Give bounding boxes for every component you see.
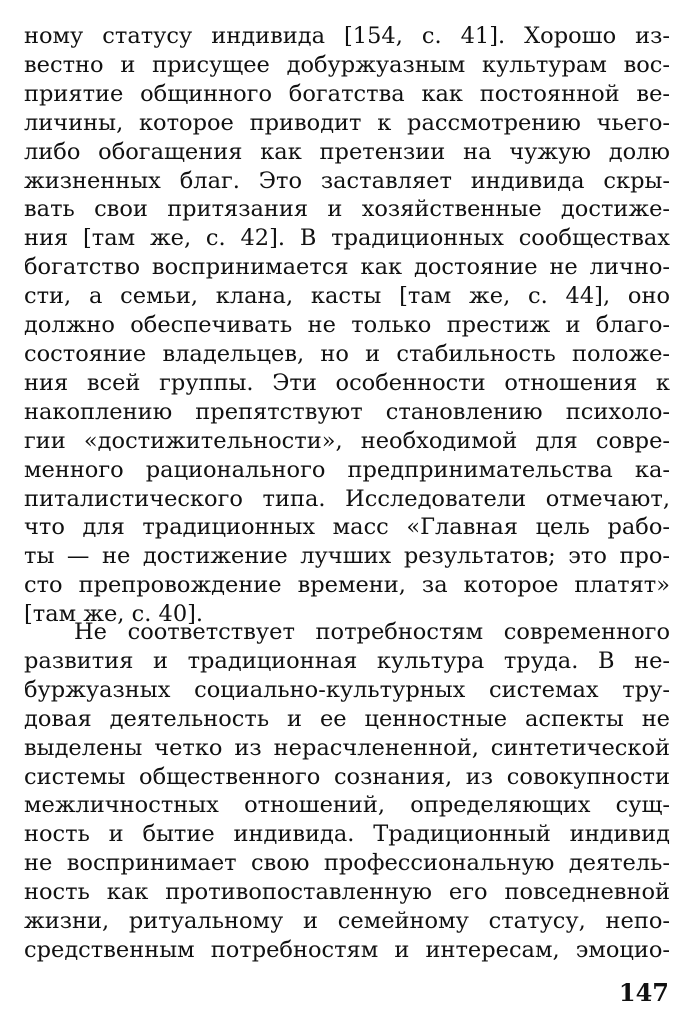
text-line: питалистического типа. Исследователи отмечают, bbox=[24, 485, 670, 512]
text-line: системы общественного сознания, из совокупности bbox=[24, 763, 670, 790]
text-line: жизни, ритуальному и семейному статусу, непо- bbox=[24, 908, 670, 935]
text-line: средственным потребностям и интересам, эмоцио- bbox=[24, 936, 670, 963]
text-line: накоплению препятствуют становлению психоло- bbox=[24, 398, 670, 425]
text-line: вать свои притязания и хозяйственные достиже- bbox=[24, 196, 670, 223]
text-line: менного рационального предпринимательства ка- bbox=[24, 456, 670, 483]
text-line: либо обогащения как претензии на чужую долю bbox=[24, 138, 670, 165]
text-line: личины, которое приводит к рассмотрению чьего- bbox=[24, 109, 670, 136]
text-line: состояние владельцев, но и стабильность положе- bbox=[24, 340, 670, 367]
text-line: ность как противопоставленную его повседневной bbox=[24, 879, 670, 906]
text-line: вестно и присущее добуржуазным культурам вос- bbox=[24, 51, 670, 78]
text-line: гии «достижительности», необходимой для совре- bbox=[24, 427, 670, 454]
page-number: 147 bbox=[618, 978, 669, 1007]
text-line: буржуазных социально-культурных системах тру- bbox=[24, 676, 670, 703]
text-line: ность и бытие индивида. Традиционный индивид bbox=[24, 821, 670, 848]
paragraph-continued bbox=[24, 22, 670, 629]
text-line: [там же, с. 40]. bbox=[24, 601, 204, 628]
text-line: развития и традиционная культура труда. В не- bbox=[24, 647, 670, 674]
paragraph bbox=[24, 618, 670, 965]
text-line: жизненных благ. Это заставляет индивида скры- bbox=[24, 167, 670, 194]
text-line: должно обеспечивать не только престиж и благо- bbox=[24, 312, 670, 339]
text-line: приятие общинного богатства как постоянной ве- bbox=[24, 80, 670, 107]
text-line: ты — не достижение лучших результатов; это про- bbox=[24, 543, 670, 570]
text-line: сто препровождение времени, за которое платят» bbox=[24, 572, 670, 599]
text-line: богатство воспринимается как достояние не лично- bbox=[24, 254, 670, 281]
text-line: не воспринимает свою профессиональную деятель- bbox=[24, 850, 670, 877]
text-line: межличностных отношений, определяющих сущ- bbox=[24, 792, 670, 819]
text-line: ния [там же, с. 42]. В традиционных сообществах bbox=[24, 225, 670, 252]
text-line: сти, а семьи, клана, касты [там же, с. 44], оно bbox=[24, 283, 670, 310]
text-line: выделены четко из нерасчлененной, синтетической bbox=[24, 734, 670, 761]
text-line: ному статусу индивида [154, с. 41]. Хорошо из- bbox=[24, 23, 670, 49]
text-line: ния всей группы. Эти особенности отношения к bbox=[24, 369, 670, 396]
text-line: довая деятельность и ее ценностные аспекты не bbox=[24, 705, 670, 732]
text-line: что для традиционных масс «Главная цель рабо- bbox=[24, 514, 670, 541]
text-line: Не соответствует потребностям современного bbox=[74, 619, 670, 645]
